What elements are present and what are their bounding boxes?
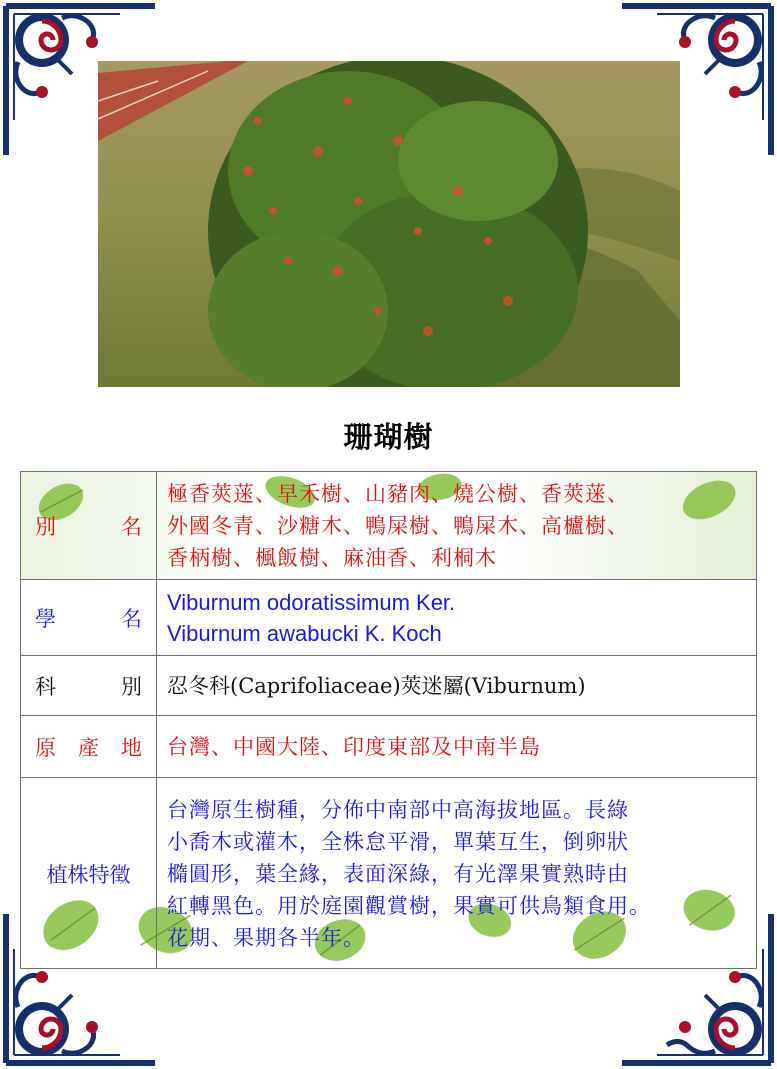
value-line: 紅轉黑色。用於庭園觀賞樹，果實可供鳥類食用。 bbox=[167, 894, 651, 918]
label-char: 原 bbox=[35, 735, 56, 760]
value-line: 台灣、中國大陸、印度東部及中南半島 bbox=[167, 734, 541, 759]
label-char: 地 bbox=[121, 735, 142, 760]
value-features bbox=[167, 778, 748, 969]
label-origin bbox=[21, 716, 157, 777]
row-alias bbox=[21, 472, 756, 580]
label-char: 別 bbox=[35, 514, 56, 539]
value-family bbox=[167, 656, 748, 715]
label-char: 科 bbox=[35, 674, 56, 699]
value-origin bbox=[167, 716, 748, 777]
label-char: 別 bbox=[121, 674, 142, 699]
value-line: 忍冬科(Caprifoliaceae)莢迷屬(Viburnum) bbox=[167, 673, 586, 698]
label-family bbox=[21, 656, 157, 715]
label-features bbox=[21, 778, 157, 969]
value-line: 花期、果期各半年。 bbox=[167, 926, 365, 950]
row-origin bbox=[21, 716, 756, 778]
shrub bbox=[208, 61, 588, 387]
ornament-scroll bbox=[15, 13, 98, 98]
row-family bbox=[21, 656, 756, 716]
value-line: 橢圓形，葉全緣，表面深綠，有光澤果實熟時由 bbox=[167, 862, 629, 886]
value-line: Viburnum odoratissimum Ker. bbox=[167, 589, 456, 615]
value-line: 台灣原生樹種，分佈中南部中高海拔地區。長綠 bbox=[167, 798, 629, 822]
label-char: 學 bbox=[35, 606, 56, 631]
row-features bbox=[21, 778, 756, 969]
label-scientific-name bbox=[21, 580, 157, 655]
row-scientific-name bbox=[21, 580, 756, 656]
label-alias bbox=[21, 472, 157, 579]
value-alias bbox=[167, 472, 748, 579]
value-line: Viburnum awabucki K. Koch bbox=[167, 620, 442, 646]
label-text: 植株特徵 bbox=[46, 863, 131, 887]
plant-photo bbox=[98, 61, 680, 387]
value-line: 外國冬青、沙糖木、鴨屎樹、鴨屎木、高櫨樹、 bbox=[167, 513, 629, 538]
value-line: 小喬木或灌木，全株怠平滑，單葉互生，倒卵狀 bbox=[167, 830, 629, 854]
plant-info-table bbox=[20, 471, 757, 969]
value-scientific-name bbox=[167, 580, 748, 655]
label-char: 名 bbox=[121, 514, 142, 539]
label-char: 名 bbox=[121, 606, 142, 631]
label-char: 產 bbox=[78, 735, 99, 760]
value-line: 極香莢蒾、早禾樹、山豬肉、燒公樹、香莢蒾、 bbox=[167, 481, 629, 506]
value-line: 香柄樹、楓飯樹、麻油香、利桐木 bbox=[167, 545, 497, 570]
page-title: 珊瑚樹 bbox=[343, 420, 434, 454]
